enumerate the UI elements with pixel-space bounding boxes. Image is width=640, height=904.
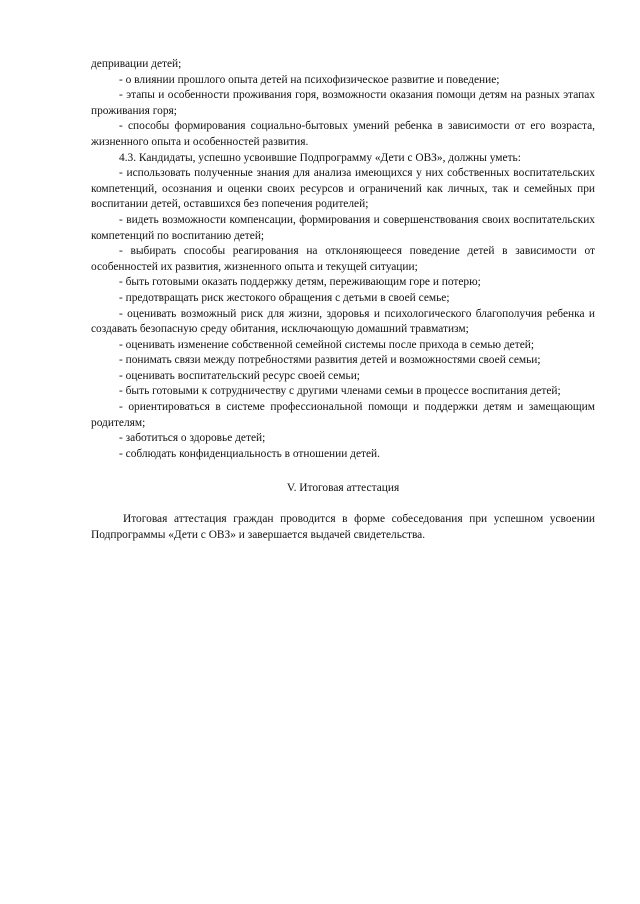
list-item: - оценивать воспитательский ресурс своей семьи;	[119, 369, 360, 382]
text-line: депривации детей;	[91, 58, 182, 70]
list-item: - оценивать возможный риск для жизни, здоровья и психологического благополучия ребенка и создавать безопасную среду обитания, исключающую домашний травматизм;	[91, 307, 595, 336]
list-item: - соблюдать конфиденциальность в отношении детей.	[119, 447, 380, 460]
list-item: - быть готовыми к сотрудничеству с другими членами семьи в процессе воспитания детей;	[119, 385, 561, 398]
list-item: - понимать связи между потребностями развития детей и возможностями своей семьи;	[119, 354, 541, 367]
final-paragraph: Итоговая аттестация граждан проводится в форме собеседования при успешном усвоении Подпрограммы «Дети с ОВЗ» и завершается выдачей свидетельства.	[91, 513, 595, 541]
list-item: - способы формирования социально-бытовых умений ребенка в зависимости от его возраста, жизненного опыта и особенностей развития.	[91, 120, 595, 148]
list-item: - предотвращать риск жестокого обращения с детьми в своей семье;	[119, 291, 450, 304]
list-item: - быть готовыми оказать поддержку детям, переживающим горе и потерю;	[119, 276, 481, 289]
clause-heading: 4.3. Кандидаты, успешно усвоившие Подпрограмму «Дети с ОВЗ», должны уметь:	[119, 151, 521, 164]
list-item: - этапы и особенности проживания горя, возможности оказания помощи детям на разных этапах проживания горя;	[91, 89, 595, 117]
section-heading: V. Итоговая аттестация	[286, 482, 400, 495]
list-item: - о влиянии прошлого опыта детей на психофизическое развитие и поведение;	[119, 73, 500, 86]
list-item: - ориентироваться в системе профессиональной помощи и поддержки детям и замещающим родителям;	[91, 401, 595, 429]
document-page	[91, 57, 595, 543]
list-item: - использовать полученные знания для анализа имеющихся у них собственных воспитательских компетенций, осознания и оценки своих ресурсов и ограничений как личных, так и семейных при воспитании детей, оставшихся без попечения родителей;	[91, 167, 595, 211]
list-item: - заботиться о здоровье детей;	[119, 432, 266, 445]
list-item: - видеть возможности компенсации, формирования и совершенствования своих воспитательских компетенций по воспитанию детей;	[91, 213, 595, 242]
list-item: - выбирать способы реагирования на отклоняющееся поведение детей в зависимости от особенностей их развития, жизненного опыта и текущей ситуации;	[91, 245, 595, 273]
list-item: - оценивать изменение собственной семейной системы после прихода в семью детей;	[119, 338, 535, 351]
